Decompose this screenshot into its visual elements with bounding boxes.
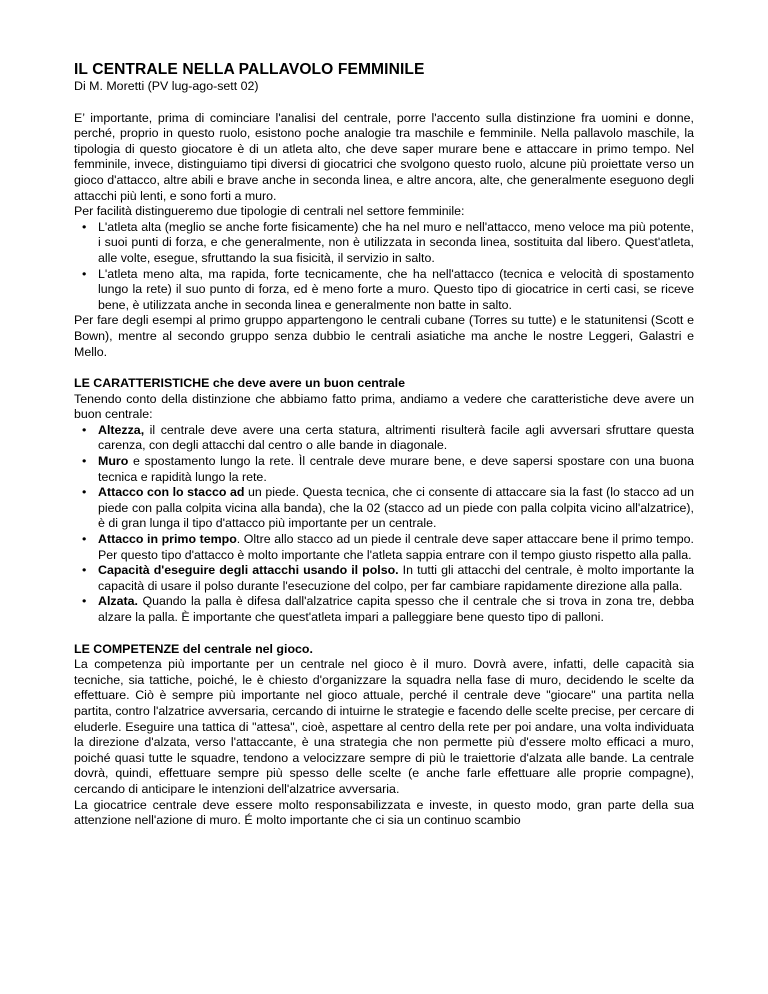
- section-intro: Tenendo conto della distinzione che abbiamo fatto prima, andiamo a vedere che caratteristiche deve avere un buon centrale:: [74, 391, 694, 422]
- bullet-icon: •: [82, 485, 87, 500]
- section-heading-caratteristiche: LE CARATTERISTICHE che deve avere un buon centrale: [74, 376, 405, 391]
- list-item: • L'atleta alta (meglio se anche forte fisicamente) che ha nel muro e nell'attacco, meno veloce ma più potente, i suoi punti di forza, e che generalmente, non è utilizzata in seconda linea, sostituita dal libero. Quest'atleta, alle volte, esegue, sfruttando la sua fisicità, il servizio in salto.: [82, 219, 694, 265]
- byline: Di M. Moretti (PV lug-ago-sett 02): [74, 79, 259, 93]
- bullet-icon: •: [82, 422, 87, 437]
- document-page: [74, 60, 694, 829]
- section-heading-competenze: LE COMPETENZE del centrale nel gioco.: [74, 641, 313, 656]
- characteristics-list: [74, 423, 694, 626]
- list-item: • L'atleta meno alta, ma rapida, forte tecnicamente, che ha nell'attacco (tecnica e velocità di spostamento lungo la rete) il suo punto di forza, ed è meno forte a muro. Questo tipo di giocatrice in certi casi, se riceve bene, è utilizzata anche in seconda linea e generalmente non batte in salto.: [82, 266, 694, 312]
- competence-paragraph-2: La giocatrice centrale deve essere molto responsabilizzata e investe, in questo modo, gran parte della sua attenzione nell'azione di muro. É molto importante che ci sia un continuo scambio: [74, 797, 694, 828]
- competence-paragraph-1: La competenza più importante per un centrale nel gioco è il muro. Dovrà avere, infatti, delle capacità sia tecniche, sia tattiche, poiché, le è chiesto d'organizzare la squadra nella fase di muro, decidendo le scelte da effettuare. Ciò è sempre più importante nel gioco attuale, perché il centrale deve "giocare" una partita nella partita, contro l'alzatrice avversaria, cercando di intuirne le strategie e facendo delle scelte precise, per cercare di eluderle. Eseguire una tattica di "attesa", cioè, aspettare al centro della rete per poi andare, una volta individuata la direzione d'alzata, verso l'attaccante, è una strategia che non permette più d'essere molto efficaci a muro, poiché quasi tutte le squadre, tendono a velocizzare sempre di più le traiettorie d'alzata alle bande. La centrale dovrà, quindi, effettuare sempre più spesso delle scelte (e anche farle effettuare alle proprie compagne), cercando di anticipare le intenzioni dell'alzatrice avversaria.: [74, 657, 694, 796]
- list-item: • Muro e spostamento lungo la rete. Ìl centrale deve murare bene, e deve sapersi spostare con una buona tecnica e rapidità lungo la rete.: [82, 454, 694, 484]
- bullet-icon: •: [82, 594, 87, 609]
- list-item: • Attacco con lo stacco ad un piede. Questa tecnica, che ci consente di attaccare sia la fast (lo stacco ad un piede con palla colpita vicina alla banda), che la 02 (stacco ad un piede con palla colpita vicino all'alzatrice), è di gran lunga il tipo d'attacco più importante per un centrale.: [82, 485, 694, 531]
- list-item: • Altezza, il centrale deve avere una certa statura, altrimenti risulterà facile agli avversari sfruttare questa carenza, con degli attacchi dal centro o alle bande in diagonale.: [82, 422, 694, 453]
- intro-paragraph-2: Per facilità distingueremo due tipologie di centrali nel settore femminile:: [74, 204, 465, 219]
- bullet-icon: •: [82, 454, 87, 469]
- bullet-icon: •: [82, 563, 87, 578]
- list-item: • Attacco in primo tempo. Oltre allo stacco ad un piede il centrale deve saper attaccare bene il primo tempo. Per questo tipo d'attacco è molto importante che l'atleta sappia entrare con il tempo giusto rispetto alla palla.: [82, 532, 694, 562]
- list-item: • Capacità d'eseguire degli attacchi usando il polso. In tutti gli attacchi del centrale, è molto importante la capacità di usare il polso durante l'esecuzione del colpo, per far cambiare rapidamente direzione alla palla.: [82, 563, 695, 593]
- bullet-icon: •: [82, 532, 87, 547]
- examples-paragraph: Per fare degli esempi al primo gruppo appartengono le centrali cubane (Torres su tutte) e le statunitensi (Scott e Bown), mentre al secondo gruppo senza dubbio le centrali asiatiche ma anche le nostre Leggeri, Galastri e Mello.: [74, 313, 694, 359]
- bullet-icon: •: [82, 219, 87, 234]
- list-item: • Alzata. Quando la palla è difesa dall'alzatrice capita spesso che il centrale che si trova in zona tre, debba alzare la palla. È importante che quest'atleta impari a palleggiare bene questo tipo di palloni.: [82, 594, 694, 624]
- bullet-icon: •: [82, 266, 87, 281]
- document-title: IL CENTRALE NELLA PALLAVOLO FEMMINILE: [74, 61, 425, 78]
- types-list: [74, 220, 694, 314]
- intro-paragraph: E’ importante, prima di cominciare l'analisi del centrale, porre l'accento sulla distinzione fra uomini e donne, perché, proprio in questo ruolo, esistono poche analogie tra maschile e femminile. Nella pallavolo maschile, la tipologia di questo giocatore è di un atleta alto, che deve saper murare bene e attaccare in primo tempo. Nel femminile, invece, distinguiamo tipi diversi di giocatrici che svolgono questo ruolo, alcune più proiettate verso un gioco d'attacco, altre abili e brave anche in seconda linea, e altre ancora, alte, che generalmente eseguono degli attacchi più lenti, e sono forti a muro.: [74, 110, 694, 203]
